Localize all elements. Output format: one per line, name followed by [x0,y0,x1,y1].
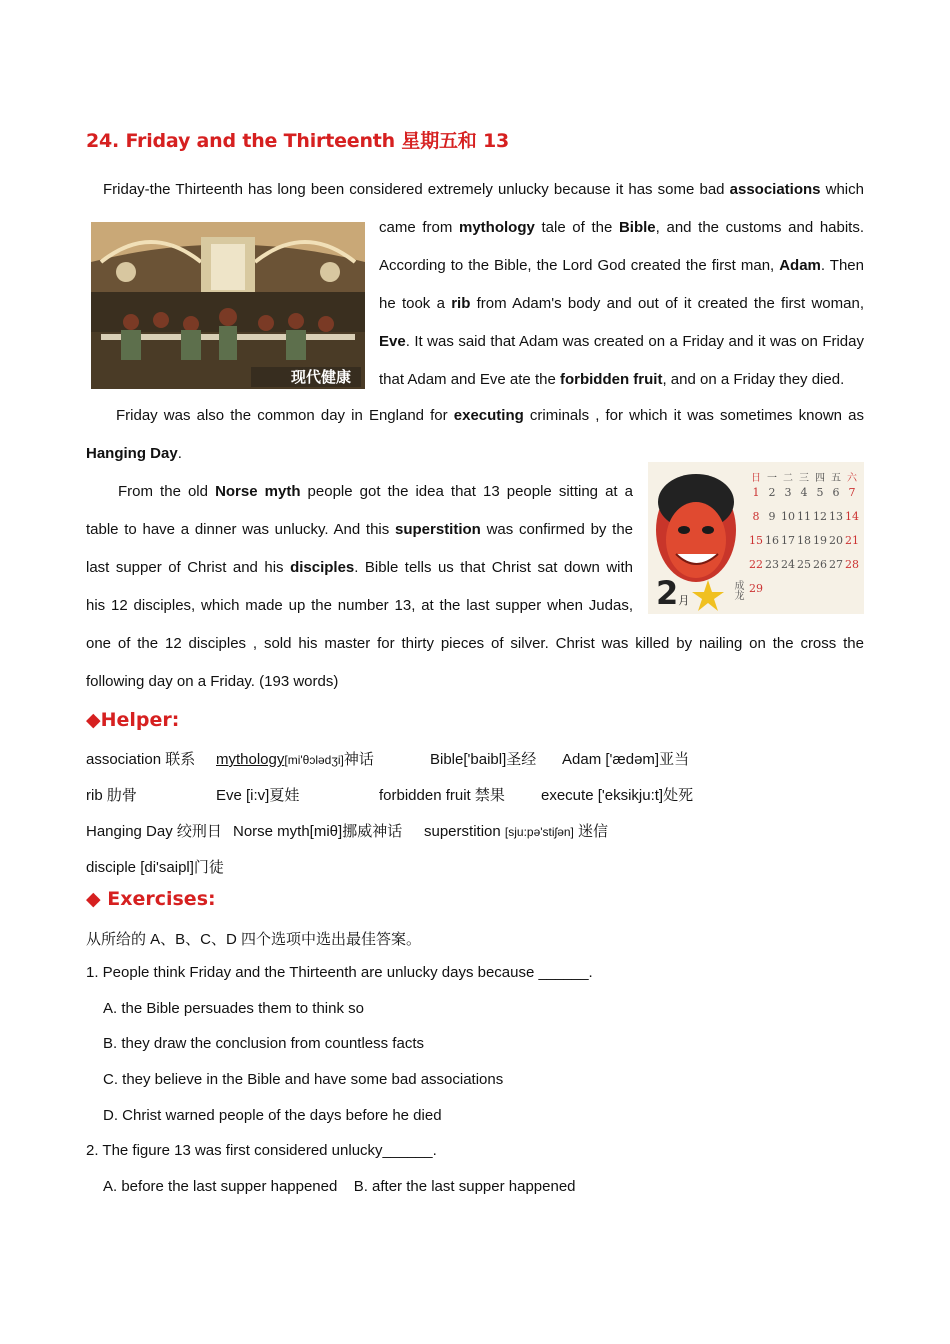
calendar-day: 16 [765,534,779,547]
text-run: was confirmed by the [480,521,634,538]
q2-options [103,1178,576,1195]
calendar-weekday: 四 [815,472,825,484]
text-run: his 12 disciples, which made up the number 13, at the last supper when Judas, [86,597,633,614]
keyword-adam: Adam [779,257,821,274]
text-run: which [820,181,864,198]
text-run: he took a [379,295,452,312]
helper-item: execute ['eksikju:t]处死 [541,787,694,804]
calendar-week-row [748,486,862,510]
helper-item: association 联系 [86,751,196,768]
text-run: came from [379,219,459,236]
keyword-rib: rib [451,295,471,312]
keyword-executing: executing [453,407,524,424]
text-run: . It was said that Adam was created on a Friday and it was on Friday [405,333,864,350]
calendar-day: 20 [829,534,843,547]
calendar-day: 28 [845,558,859,571]
helper-item: forbidden fruit 禁果 [379,787,505,804]
text-run: According to the Bible, the Lord God created the first man, [379,257,780,274]
calendar-day: 5 [816,486,824,499]
helper-item [216,748,374,769]
calendar-weekday-row [748,466,862,486]
paragraph-1-line-1 [86,171,864,209]
calendar-day: 27 [829,558,843,571]
helper-item: rib 肋骨 [86,787,137,804]
q1-option-b: B. they draw the conclusion from countless facts [103,1035,424,1052]
helper-item [424,820,608,841]
text-run: following day on a Friday. (193 words) [86,673,339,690]
text-run: tale of the [534,219,619,236]
calendar-day: 25 [797,558,811,571]
helper-item: Eve [i:v]夏娃 [216,787,300,804]
calendar-day: 29 [749,582,763,595]
helper-heading: ◆Helper: [86,709,180,731]
calendar-day: 8 [752,510,760,523]
calendar-weekday: 二 [783,472,793,484]
text-run: one of the 12 disciples , sold his master for thirty pieces of silver. Christ was killed by nailing on the cross the [86,635,864,652]
last-supper-painting [91,222,365,389]
keyword-mythology: mythology [458,219,535,236]
calendar-day: 19 [813,534,827,547]
calendar-day: 15 [749,534,763,547]
keyword-norse-myth: Norse myth [215,483,301,500]
calendar-day: 26 [813,558,827,571]
calendar-grid [748,466,862,606]
q1-option-a: A. the Bible persuades them to think so [103,1000,364,1017]
q1-option-c: C. they believe in the Bible and have some bad associations [103,1071,504,1088]
helper-phonetic: [mi'θɔlədʒi] [284,753,344,767]
paragraph-3-full [86,625,864,701]
keyword-forbidden-fruit: forbidden fruit [559,371,663,388]
text-run: From the old [118,483,216,500]
keyword-disciples: disciples [290,559,355,576]
text-run: criminals , for which it was sometimes known as [523,407,864,424]
helper-meaning: 神话 [343,751,374,768]
calendar-day: 18 [797,534,811,547]
calendar-week-row [748,534,862,558]
keyword-eve: Eve [379,333,406,350]
calendar-week-row [748,510,862,534]
calendar-weekday: 日 [751,472,761,484]
calendar-weekday: 一 [767,472,777,484]
calendar-weekday: 三 [799,472,809,484]
calendar-day: 7 [848,486,856,499]
text-run: that Adam and Eve ate the [379,371,560,388]
month-number: 2 [656,574,679,612]
q2-option-a: A. before the last supper happened [103,1178,338,1195]
calendar-week-row [748,558,862,582]
helper-meaning: 迷信 [573,823,609,840]
calendar-day: 3 [784,486,792,499]
question-2: 2. The figure 13 was first considered unlucky______. [86,1142,437,1159]
helper-phonetic: [sju:pə'stiʃən] [504,825,574,839]
calendar-day: 13 [829,510,843,523]
text-run: , and on a Friday they died. [662,371,845,388]
calendar-day: 17 [781,534,795,547]
helper-item: disciple [di'saipl]门徒 [86,859,224,876]
text-run: . Bible tells us that Christ sat down with [354,559,633,576]
exercises-heading: ◆ Exercises: [86,888,216,910]
keyword-associations: associations [729,181,821,198]
calendar-day: 4 [800,486,808,499]
helper-item: Norse myth[miθ]挪威神话 [233,823,403,840]
calendar-caption: 成龙 [732,580,743,600]
keyword-superstition: superstition [395,521,481,538]
paragraph-3-wrap [86,473,633,625]
exercise-instruction: 从所给的 A、B、C、D 四个选项中选出最佳答案。 [86,931,422,948]
page-title: 24. Friday and the Thirteenth 星期五和 13 [86,130,510,152]
helper-item: Adam ['ædəm]亚当 [562,751,690,768]
text-run: people got the idea that 13 people sitting at a [300,483,633,500]
calendar-weekday: 五 [831,472,841,484]
calendar-day: 21 [845,534,859,547]
text-run: . [177,445,182,462]
calendar-day: 10 [781,510,795,523]
calendar-day: 22 [749,558,763,571]
painting-caption: 现代健康 [290,368,351,386]
helper-word: superstition [424,823,501,840]
calendar-day: 23 [765,558,779,571]
calendar-image [648,462,864,614]
month-char: 月 [678,594,690,607]
helper-item: Hanging Day 绞刑日 [86,823,222,840]
text-run: , and the customs and habits. [655,219,865,236]
helper-word: mythology [216,751,285,768]
calendar-week-row [748,582,862,606]
calendar-weekday: 六 [847,472,857,484]
calendar-month-label [656,574,689,612]
text-run: from Adam's body and out of it created the first woman, [470,295,864,312]
keyword-hanging-day: Hanging Day [86,445,178,462]
text-run: Friday-the Thirteenth has long been considered extremely unlucky because it has some bad [103,181,730,198]
calendar-day: 24 [781,558,795,571]
text-run: table to have a dinner was unlucky. And this [86,521,395,538]
text-run: . Then [820,257,864,274]
calendar-day: 12 [813,510,827,523]
calendar-day: 1 [752,486,760,499]
calendar-day: 14 [845,510,859,523]
helper-item: Bible['baibl]圣经 [430,751,537,768]
q2-option-b: B. after the last supper happened [353,1178,576,1195]
question-1: 1. People think Friday and the Thirteenth are unlucky days because ______. [86,964,593,981]
keyword-bible: Bible [618,219,656,236]
text-run: Friday was also the common day in England for [116,407,454,424]
calendar-day: 9 [768,510,776,523]
calendar-day: 11 [797,510,811,523]
text-run: last supper of Christ and his [86,559,291,576]
calendar-day: 2 [768,486,776,499]
calendar-day: 6 [832,486,840,499]
paragraph-1-wrap [379,209,864,399]
q1-option-d: D. Christ warned people of the days before he died [103,1107,442,1124]
